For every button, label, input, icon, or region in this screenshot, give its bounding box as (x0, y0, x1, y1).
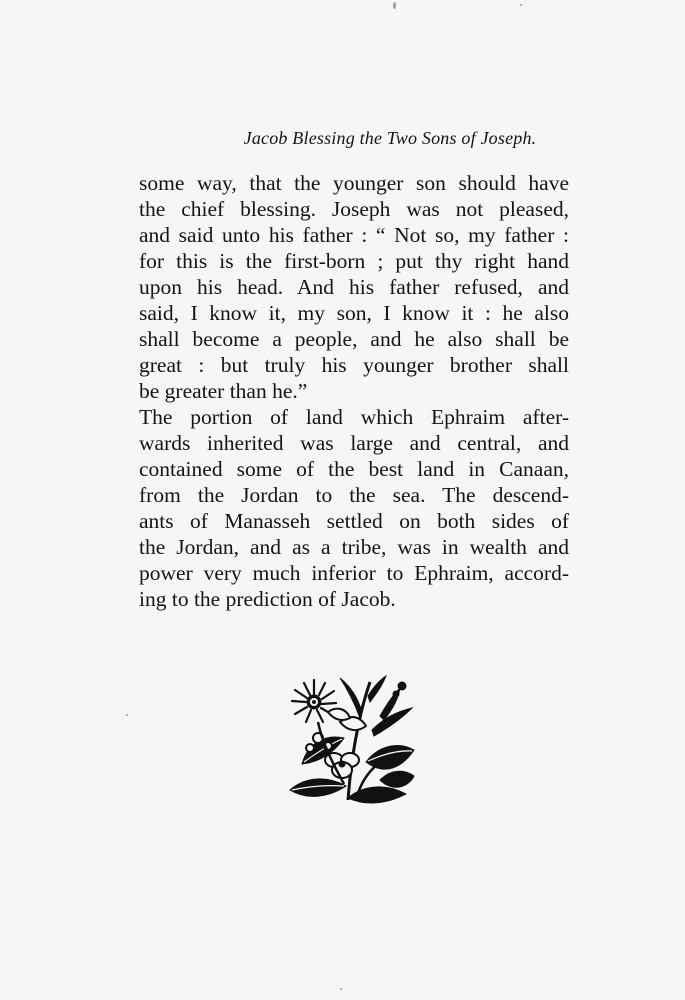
scan-speck (520, 4, 522, 6)
running-head-text: Jacob Blessing the Two Sons of Joseph. (243, 128, 537, 148)
text-line: contained some of the best land in Canaan, (139, 457, 569, 481)
text-line: the chief blessing. Joseph was not pleased, (139, 197, 569, 221)
text-line: and said unto his father : “ Not so, my father : (139, 223, 569, 247)
text-line: upon his head. And his father refused, and (139, 275, 569, 299)
text-line: for this is the first-born ; put thy right hand (139, 249, 569, 273)
text-line: great : but truly his younger brother shall (139, 353, 569, 377)
text-line: power very much inferior to Ephraim, accord- (139, 561, 569, 585)
text-line: shall become a people, and he also shall be (139, 327, 569, 351)
text-line: The portion of land which Ephraim after- (139, 405, 569, 429)
text-line: ing to the prediction of Jacob. (139, 587, 396, 611)
paragraph-2 (139, 404, 569, 612)
text-line: said, I know it, my son, I know it : he also (139, 301, 569, 325)
text-line: some way, that the younger son should have (139, 171, 569, 195)
text-line: the Jordan, and as a tribe, was in wealth and (139, 535, 569, 559)
body-text (139, 170, 569, 612)
text-line: ants of Manasseh settled on both sides of (139, 509, 569, 533)
scan-speck (340, 988, 342, 990)
text-line: be greater than he.” (139, 379, 308, 403)
text-line: wards inherited was large and central, and (139, 431, 569, 455)
text-line: from the Jordan to the sea. The descend- (139, 483, 569, 507)
paragraph-1 (139, 170, 569, 404)
scan-speck (393, 2, 396, 9)
scan-speck (126, 714, 128, 716)
running-head (0, 128, 685, 149)
floral-woodcut-icon (288, 672, 420, 808)
